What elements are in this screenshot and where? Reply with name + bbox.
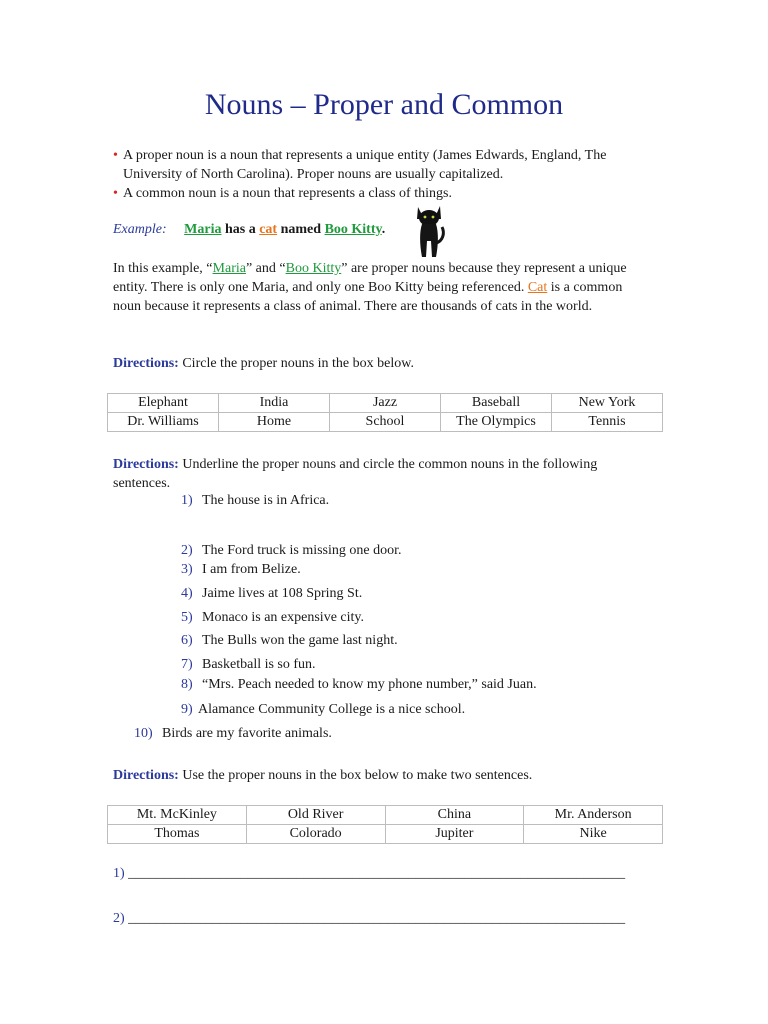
definition-text: A common noun is a noun that represents a class of things.: [123, 186, 452, 201]
bullet-dot: •: [113, 148, 118, 163]
sentence-item: [181, 561, 301, 579]
directions-label: Directions:: [113, 768, 179, 783]
sentence-text: Monaco is an expensive city.: [202, 610, 364, 625]
answer-number: 1): [113, 866, 125, 881]
table-row: [108, 825, 663, 844]
example-line: [113, 222, 385, 238]
example-sentence: [184, 222, 385, 237]
table-cell: Mt. McKinley: [108, 806, 247, 825]
definition-text: A proper noun is a noun that represents a unique entity (James Edwards, England, The University of North Carolina). Proper nouns are usually capitalized.: [123, 148, 607, 182]
answer-line-2[interactable]: [113, 911, 625, 927]
sentence-text: I am from Belize.: [202, 562, 301, 577]
sentence-number: 9): [181, 702, 193, 717]
common-noun-cat: Cat: [527, 280, 548, 295]
proper-noun-boo-kitty: Boo Kitty: [285, 261, 342, 276]
bullet-dot: •: [113, 186, 118, 201]
table-cell: India: [219, 394, 330, 413]
sentence-text: The Bulls won the game last night.: [202, 633, 398, 648]
directions-text: Underline the proper nouns and circle the common nouns in the following sentences.: [113, 457, 598, 491]
example-text: named: [277, 222, 325, 237]
proper-noun-boo-kitty: Boo Kitty: [324, 222, 382, 237]
directions-label: Directions:: [113, 356, 179, 371]
sentence-number: 5): [181, 610, 193, 625]
sentence-text: Jaime lives at 108 Spring St.: [202, 586, 363, 601]
sentence-text: Alamance Community College is a nice school.: [198, 702, 466, 717]
sentence-number: 7): [181, 657, 193, 672]
sentence-number: 3): [181, 562, 193, 577]
black-cat-icon: [410, 203, 448, 263]
table-cell: Thomas: [108, 825, 247, 844]
table-cell: Colorado: [246, 825, 385, 844]
sentence-text: The house is in Africa.: [202, 493, 330, 508]
table-cell: Jupiter: [385, 825, 524, 844]
sentence-text: Basketball is so fun.: [202, 657, 316, 672]
directions-make-sentences: [113, 766, 653, 785]
explanation-text: is a common noun because it represents a class of animal. There are thousands of cats in the world.: [113, 280, 623, 314]
noun-table-sentences: [107, 805, 663, 844]
directions-label: Directions:: [113, 457, 179, 472]
directions-circle: [113, 354, 653, 373]
explanation-text: ” are proper nouns because they represent a unique entity. There is only one Maria, and only one Boo Kitty being referenced.: [113, 261, 627, 295]
sentence-number: 6): [181, 633, 193, 648]
table-cell: The Olympics: [441, 413, 552, 432]
example-explanation: [113, 259, 653, 316]
table-cell: Jazz: [330, 394, 441, 413]
example-text: .: [381, 222, 386, 237]
table-cell: Mr. Anderson: [524, 806, 663, 825]
table-row: [108, 806, 663, 825]
sentence-number: 4): [181, 586, 193, 601]
definition-common-noun: [113, 184, 653, 203]
directions-text: Circle the proper nouns in the box below.: [178, 356, 414, 371]
sentence-text: Birds are my favorite animals.: [162, 726, 332, 741]
answer-number: 2): [113, 911, 125, 926]
table-cell: China: [385, 806, 524, 825]
table-cell: Dr. Williams: [108, 413, 219, 432]
answer-blank[interactable]: _______________________________________________________________________: [128, 911, 626, 926]
explanation-text: In this example, “: [113, 261, 213, 276]
common-noun-cat: cat: [259, 222, 278, 237]
sentence-item: [181, 632, 398, 650]
sentence-item: [181, 656, 316, 674]
noun-table-circle: [107, 393, 663, 432]
definition-list: [113, 146, 653, 203]
sentence-number: 10): [134, 726, 153, 741]
sentence-text: “Mrs. Peach needed to know my phone number,” said Juan.: [202, 677, 537, 692]
table-cell: Tennis: [552, 413, 663, 432]
sentence-item: [134, 725, 332, 743]
sentence-number: 8): [181, 677, 193, 692]
directions-text: Use the proper nouns in the box below to make two sentences.: [178, 768, 533, 783]
table-cell: Baseball: [441, 394, 552, 413]
page-title: Nouns – Proper and Common: [204, 88, 564, 121]
explanation-text: ” and “: [245, 261, 286, 276]
sentence-item: [181, 542, 402, 560]
proper-noun-maria: Maria: [212, 261, 246, 276]
definition-proper-noun: [113, 146, 653, 184]
example-text: has a: [221, 222, 260, 237]
sentence-item: [181, 701, 465, 719]
sentence-item: [181, 676, 537, 694]
table-cell: Elephant: [108, 394, 219, 413]
table-cell: New York: [552, 394, 663, 413]
sentence-number: 2): [181, 543, 193, 558]
table-cell: Old River: [246, 806, 385, 825]
table-cell: School: [330, 413, 441, 432]
proper-noun-maria: Maria: [184, 222, 222, 237]
sentence-text: The Ford truck is missing one door.: [202, 543, 402, 558]
sentence-item: [181, 609, 364, 627]
table-row: [108, 413, 663, 432]
answer-blank[interactable]: _______________________________________________________________________: [128, 866, 626, 881]
example-label: Example:: [113, 222, 167, 237]
table-cell: Nike: [524, 825, 663, 844]
sentence-item: [181, 585, 362, 603]
sentence-item: [181, 492, 329, 510]
sentence-number: 1): [181, 493, 193, 508]
table-row: [108, 394, 663, 413]
table-cell: Home: [219, 413, 330, 432]
answer-line-1[interactable]: [113, 866, 625, 882]
directions-underline-circle: [113, 455, 653, 493]
